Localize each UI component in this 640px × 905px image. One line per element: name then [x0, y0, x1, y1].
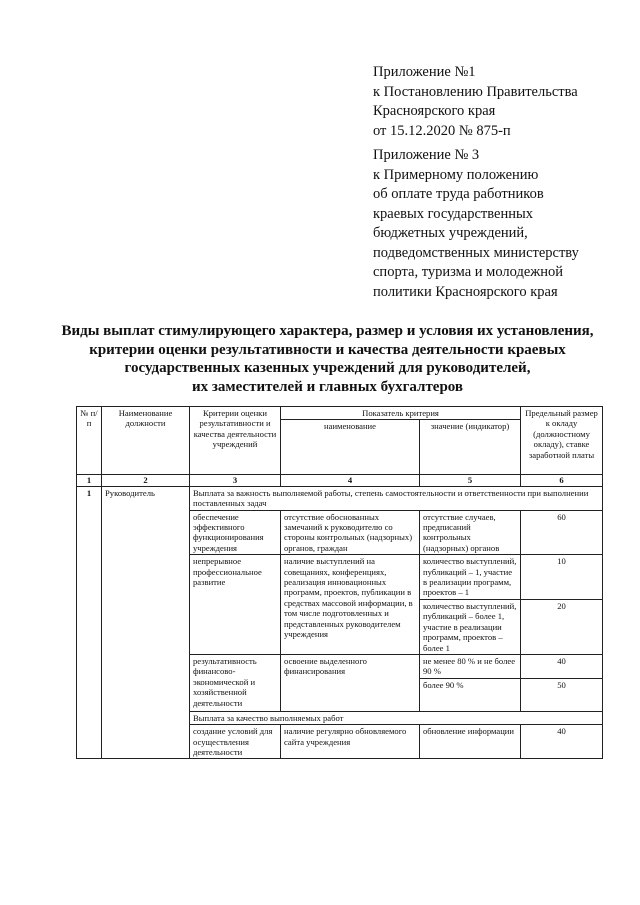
section-row — [77, 486, 603, 510]
appendix-1-line: к Постановлению Правительства — [373, 83, 578, 100]
table-header-row — [77, 407, 603, 420]
appendix-3-line: политики Красноярского края — [373, 283, 558, 300]
header-indicator: Показатель критерия — [281, 407, 521, 420]
indicator-value-cell: количество выступлений, публикаций – более 1, участие в реализации программ, проектов – более 1 — [420, 599, 521, 654]
indicator-name-cell: отсутствие обоснованных замечаний к руководителю со стороны контрольных (надзорных) органов, граждан — [281, 510, 420, 555]
row-number: 1 — [77, 486, 102, 759]
title-line: их заместителей и главных бухгалтеров — [191, 378, 464, 395]
indicator-name-cell: освоение выделенного финансирования — [281, 654, 420, 711]
indicator-name-cell: наличие регулярно обновляемого сайта учреждения — [281, 725, 420, 759]
section-heading: Выплата за качество выполняемых работ — [190, 711, 603, 724]
limit-cell: 50 — [521, 678, 603, 711]
header-num: № п/п — [77, 407, 102, 475]
header-indicator-name: наименование — [281, 420, 420, 475]
appendix-1-header — [373, 63, 578, 141]
appendix-3-line: к Примерному положению — [373, 166, 539, 183]
document-title — [40, 322, 615, 396]
appendix-1-line: Приложение №1 — [373, 64, 476, 80]
column-number: 2 — [102, 475, 190, 486]
indicator-value-cell: более 90 % — [420, 678, 521, 711]
appendix-3-header — [373, 146, 579, 302]
limit-cell: 20 — [521, 599, 603, 654]
limit-cell: 40 — [521, 654, 603, 678]
title-line: государственных казенных учреждений для руководителей, — [124, 360, 531, 376]
section-heading: Выплата за важность выполняемой работы, степень самостоятельности и ответственности при выполнении поставленных задач — [190, 486, 603, 510]
column-number: 3 — [190, 475, 281, 486]
position-cell: Руководитель — [102, 486, 190, 759]
limit-cell: 10 — [521, 555, 603, 600]
title-line: Виды выплат стимулирующего характера, размер и условия их установления, — [61, 323, 594, 339]
column-number: 5 — [420, 475, 521, 486]
indicator-value-cell: обновление информации — [420, 725, 521, 759]
header-indicator-value: значение (индикатор) — [420, 420, 521, 475]
criterion-cell: непрерывное профессиональное развитие — [190, 555, 281, 655]
header-limit: Предельный размер к окладу (должностному окладу), ставке заработной платы — [521, 407, 603, 475]
appendix-3-line: Приложение № 3 — [373, 147, 480, 163]
limit-cell: 60 — [521, 510, 603, 555]
criterion-cell: результативность финансово-экономической и хозяйственной деятельности — [190, 654, 281, 711]
appendix-3-line: краевых государственных — [373, 205, 533, 222]
column-number: 1 — [77, 475, 102, 486]
column-number: 6 — [521, 475, 603, 486]
indicator-value-cell: количество выступлений, публикаций – 1, участие в реализации программ, проектов – 1 — [420, 555, 521, 600]
appendix-3-line: бюджетных учреждений, — [373, 225, 528, 241]
indicator-value-cell: не менее 80 % и не более 90 % — [420, 654, 521, 678]
payments-table — [76, 406, 603, 759]
appendix-1-line: от 15.12.2020 № 875-п — [373, 122, 511, 139]
header-criteria: Критерии оценки результативности и качества деятельности учреждений — [190, 407, 281, 475]
criterion-cell: обеспечение эффективного функционирования учреждения — [190, 510, 281, 555]
header-position: Наименование должности — [102, 407, 190, 475]
appendix-1-line: Красноярского края — [373, 103, 496, 119]
column-number: 4 — [281, 475, 420, 486]
indicator-value-cell: отсутствие случаев, предписаний контрольных (надзорных) органов — [420, 510, 521, 555]
limit-cell: 40 — [521, 725, 603, 759]
appendix-3-line: спорта, туризма и молодежной — [373, 264, 564, 280]
appendix-3-line: об оплате труда работников — [373, 186, 544, 202]
appendix-3-line: подведомственных министерству — [373, 244, 579, 261]
indicator-name-cell: наличие выступлений на совещаниях, конференциях, реализация инновационных программ, проектов, публикации в средствах массовой информации, в том числе подготовленных и представленных руководителем учреждения — [281, 555, 420, 655]
column-number-row — [77, 475, 603, 486]
criterion-cell: создание условий для осуществления деятельности — [190, 725, 281, 759]
title-line: критерии оценки результативности и качества деятельности краевых — [89, 341, 566, 358]
